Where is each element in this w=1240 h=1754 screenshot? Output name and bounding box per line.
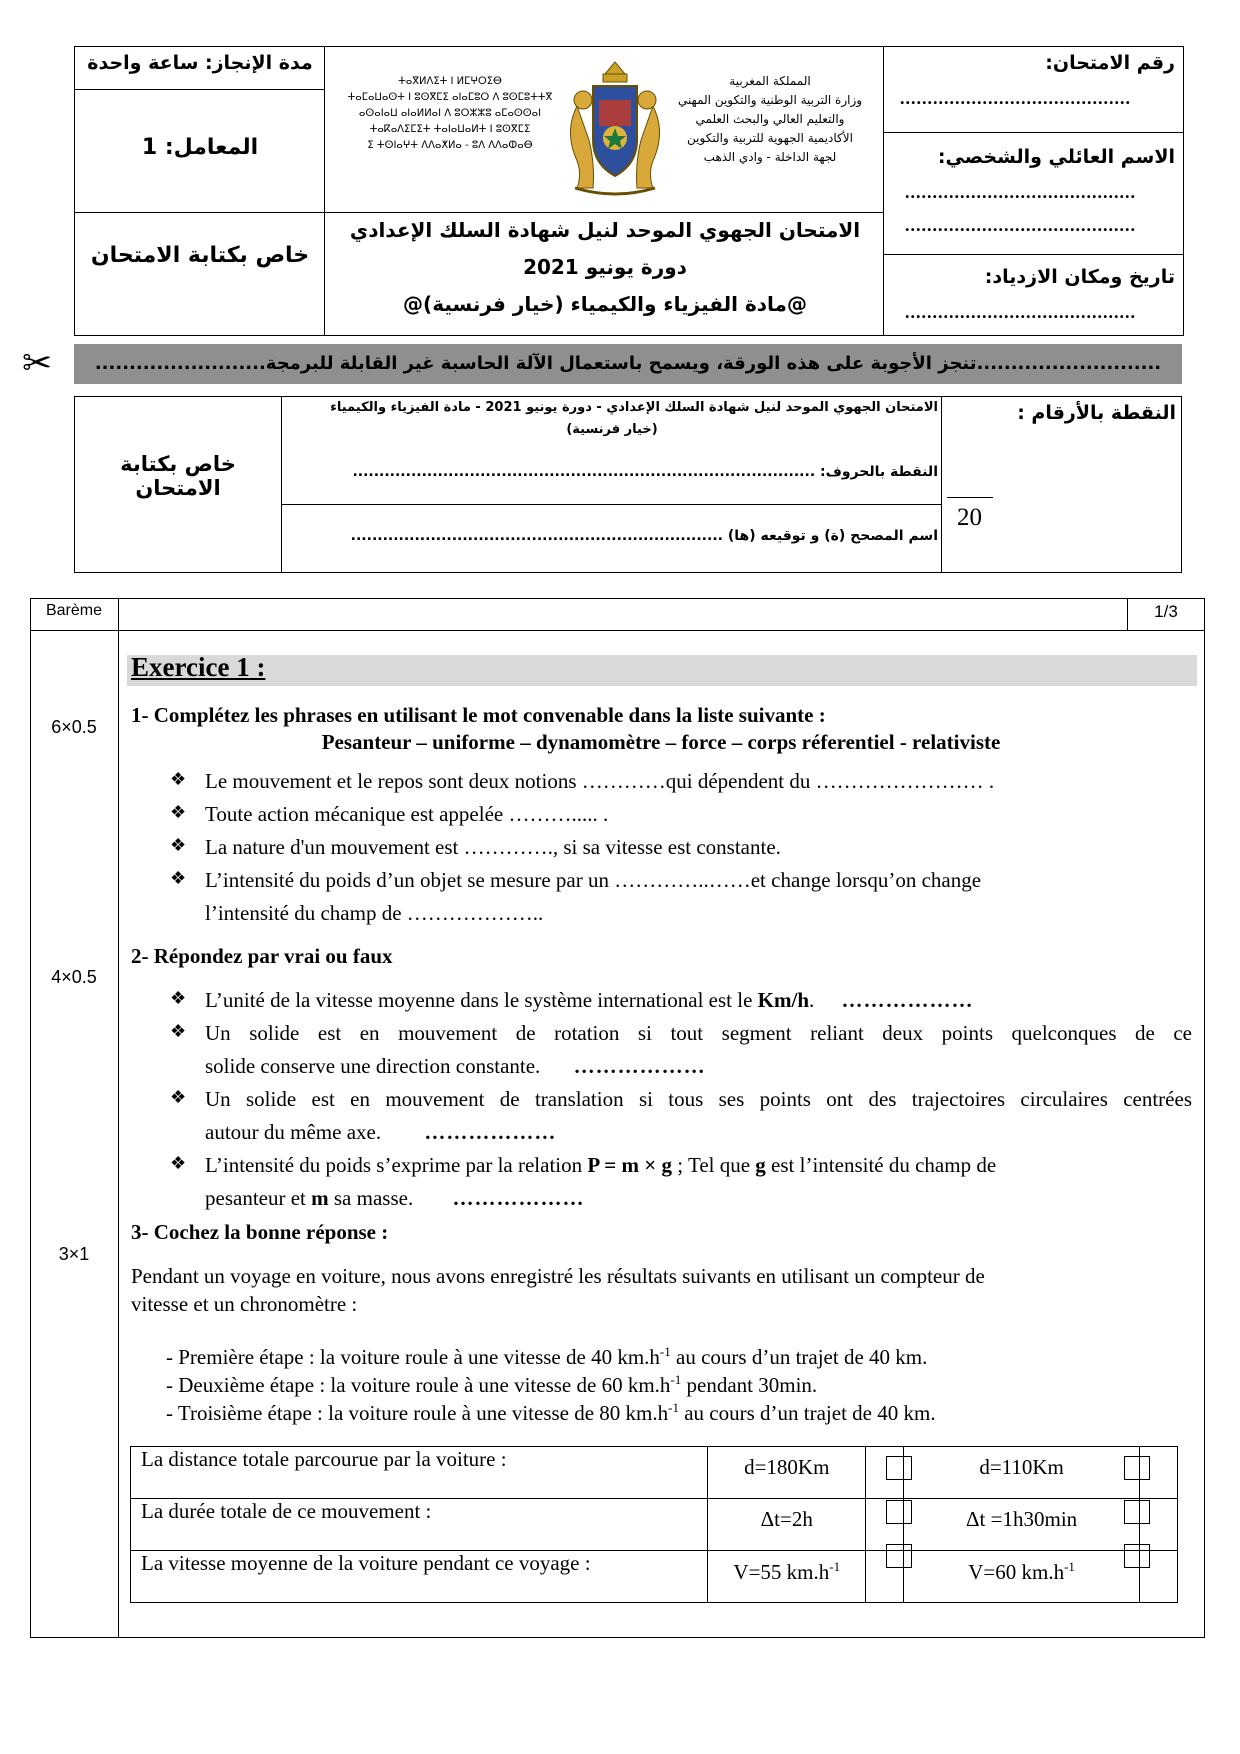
divider: [883, 254, 1184, 255]
divider: [941, 396, 942, 573]
checkbox-t2h[interactable]: [886, 1500, 912, 1524]
grade-digits-label: النقطة بالأرقام :: [1017, 402, 1176, 424]
row-question: La distance totale parcourue par la voiture :: [131, 1447, 708, 1499]
name-field-1[interactable]: ..........................................: [905, 182, 1136, 202]
birth-field[interactable]: ..........................................: [905, 302, 1136, 322]
divider: [30, 630, 1205, 631]
option-1: d=180Km: [708, 1447, 866, 1499]
option-1: Δt=2h: [708, 1499, 866, 1551]
q3-title: 3- Cochez la bonne réponse :: [131, 1220, 389, 1244]
answer-table: [130, 1446, 1178, 1603]
q3-intro-1: Pendant un voyage en voiture, nous avons enregistré les résultats suivants en utilisant un compteur de: [131, 1264, 985, 1288]
checkbox-d110[interactable]: [1124, 1456, 1150, 1480]
table-row: [131, 1551, 1178, 1603]
q3-step-3: - Troisième étape : la voiture roule à une vitesse de 80 $km.h^{-1}$ au cours d’un trajet de 40 km.: [166, 1400, 936, 1425]
checkbox-v60[interactable]: [1124, 1544, 1150, 1568]
exercise-title: Exercice 1 :: [131, 652, 266, 682]
duration-label: مدة الإنجاز: ساعة واحدة: [87, 52, 313, 74]
bullet-icon: ❖: [170, 868, 187, 888]
coat-of-arms-emblem: [555, 60, 675, 200]
divider: [74, 89, 324, 90]
bullet-icon: ❖: [170, 769, 187, 789]
q2-statement-1: L’unité de la vitesse moyenne dans le système international est le Km/h. ………………: [205, 988, 974, 1012]
q1-item-4-cont: l’intensité du champ de ………………..: [205, 901, 544, 925]
grade-box-title-2: (خيار فرنسية): [566, 422, 658, 437]
option-2: Δt =1h30min: [904, 1499, 1140, 1551]
q1-item-4: L’intensité du poids d’un objet se mesure par un …………..……et change lorsqu’on change: [205, 868, 982, 892]
q2-statement-3: Un solide est en mouvement de translation si tous ses points ont des trajectoires circulaires centrées: [205, 1087, 1192, 1111]
grade-total: 20: [957, 504, 982, 531]
grade-fraction-bar: [947, 497, 993, 498]
divider: [324, 212, 883, 213]
grade-box-title-1: الامتحان الجهوي الموحد لنيل شهادة السلك الإعدادي - دورة يونيو 2021 - مادة الفيزياء والكيمياء: [330, 400, 938, 415]
bullet-icon: ❖: [170, 835, 187, 855]
reserved-label: خاص بكتابة الامتحان: [90, 243, 310, 268]
answer-field-2[interactable]: ………………: [573, 1054, 706, 1078]
exam-title: الامتحان الجهوي الموحد لنيل شهادة السلك الإعدادي: [349, 218, 861, 242]
row-question: La vitesse moyenne de la voiture pendant ce voyage :: [131, 1551, 708, 1603]
scissors-icon: ✂: [22, 343, 53, 384]
divider: [324, 46, 325, 336]
bullet-icon: ❖: [170, 802, 187, 822]
exam-session: دورة يونيو 2021: [523, 255, 687, 279]
q2-statement-3-cont: autour du même axe. ………………: [205, 1120, 557, 1144]
ministry-arabic-block: المملكة المغربية وزارة التربية الوطنية والتكوين المهني والتعليم العالي والبحث العلمي الأكاديمية الجهوية للتربية والتكوين لجهة الداخلة - وادي الذهب: [677, 74, 863, 164]
bullet-icon: ❖: [170, 988, 187, 1008]
exercise-title-band: [127, 655, 1197, 686]
checkbox-d180[interactable]: [886, 1456, 912, 1480]
grade-reserved-label: خاص بكتابة الامتحان: [120, 452, 236, 500]
name-label: الاسم العائلي والشخصي:: [937, 146, 1175, 168]
mark-q3: 3×1: [58, 1244, 90, 1264]
answer-field-4[interactable]: ………………: [452, 1186, 585, 1210]
answer-field-1[interactable]: ………………: [841, 988, 974, 1012]
divider: [883, 46, 884, 336]
q3-intro-2: vitesse et un chronomètre :: [131, 1292, 358, 1316]
divider: [281, 396, 282, 573]
divider: [883, 132, 1184, 133]
q1-title: 1- Complétez les phrases en utilisant le mot convenable dans la liste suivante :: [131, 703, 826, 727]
mark-q1: 6×0.5: [51, 717, 97, 737]
page-number: 1/3: [1154, 602, 1178, 621]
checkbox-t1h30[interactable]: [1124, 1500, 1150, 1524]
coefficient-label: المعامل: 1: [141, 135, 259, 160]
bullet-icon: ❖: [170, 1153, 187, 1173]
q2-title: 2- Répondez par vrai ou faux: [131, 944, 393, 968]
tifinagh-block: ⵜⴰⴳⵍⴷⵉⵜ ⵏ ⵍⵎⵖⵔⵉⴱ ⵜⴰⵎⴰⵡⴰⵙⵜ ⵏ ⵓⵙⴳⵎⵉ ⴰⵏⴰⵎⵓⵔ ⴷ ⵓⵙⵎⵓⵜⵜⴳ ⴰⵙⴰⵏⴰⵡ ⴰⵏⴰⵍⵍⴰⵏ ⴷ ⵓⵔⵣⵣⵓ ⴰⵎⴰⵙⵙⴰⵏ ⵜⴰⴽⴰⴷⵉⵎⵉⵜ ⵜⴰⵏⴰⵡⴰⵍⵜ ⵏ ⵓⵙⴳⵎⵉ ⵉ ⵜⵙⵏⴰⵖⵜ ⴷⴷⴰⵅⵍⴰ - ⵓⴷ ⴷⴷⴰⵀⴰⴱ: [347, 76, 553, 151]
q1-item-3: La nature d'un mouvement est …………., si sa vitesse est constante.: [205, 835, 781, 859]
q3-step-2: - Deuxième étape : la voiture roule à une vitesse de 60 $km.h^{-1}$ pendant 30min.: [166, 1372, 818, 1397]
q2-statement-4: L’intensité du poids s’exprime par la relation P = m × g ; Tel que g est l’intensité du champ de: [205, 1153, 997, 1177]
exam-number-label: رقم الامتحان:: [1045, 52, 1175, 74]
q2-statement-2: Un solide est en mouvement de rotation si tout segment reliant deux points quelconques de ce: [205, 1021, 1192, 1045]
option-2: d=110Km: [904, 1447, 1140, 1499]
option-2: V=60 $km.h^{-1}$: [904, 1551, 1140, 1603]
option-1: V=55 $km.h^{-1}$: [708, 1551, 866, 1603]
exam-number-field[interactable]: ..........................................: [900, 88, 1131, 108]
divider: [281, 504, 941, 505]
name-field-2[interactable]: ..........................................: [905, 215, 1136, 235]
bullet-icon: ❖: [170, 1021, 187, 1041]
row-question: La durée totale de ce mouvement :: [131, 1499, 708, 1551]
answer-field-3[interactable]: ………………: [424, 1120, 557, 1144]
q1-item-2: Toute action mécanique est appelée ………..... .: [205, 802, 609, 826]
q3-step-1: - Première étape : la voiture roule à une vitesse de 40 $km.h^{-1}$ au cours d’un trajet de 40 km.: [166, 1344, 928, 1369]
exam-subject: @مادة الفيزياء والكيمياء (خيار فرنسية)@: [403, 292, 807, 316]
birth-label: تاريخ ومكان الازدياد:: [984, 266, 1175, 288]
mark-q2: 4×0.5: [51, 967, 97, 987]
checkbox-v55[interactable]: [886, 1544, 912, 1568]
q2-statement-2-cont: solide conserve une direction constante. ………………: [205, 1054, 706, 1078]
cut-instruction-band: ...........................تنجز الأجوبة على هذه الورقة، ويسمح باستعمال الآلة الحاسبة غير القابلة للبرمجة.........................: [74, 344, 1182, 384]
divider: [118, 598, 119, 1638]
divider: [74, 212, 324, 213]
grade-letters-field[interactable]: النقطة بالحروف: .......................................................................................: [352, 464, 938, 480]
bullet-icon: ❖: [170, 1087, 187, 1107]
corrector-field[interactable]: اسم المصحح (ة) و توقيعه (ها) ......................................................................: [350, 528, 938, 544]
bareme-header: Barème: [45, 602, 103, 619]
table-row: [131, 1447, 1178, 1499]
q2-statement-4-cont: pesanteur et m sa masse. ………………: [205, 1186, 585, 1210]
q1-word-list: Pesanteur – uniforme – dynamomètre – force – corps réferentiel - relativiste: [321, 730, 1001, 754]
q1-item-1: Le mouvement et le repos sont deux notions …………qui dépendent du …………………… .: [205, 769, 995, 793]
table-row: [131, 1499, 1178, 1551]
